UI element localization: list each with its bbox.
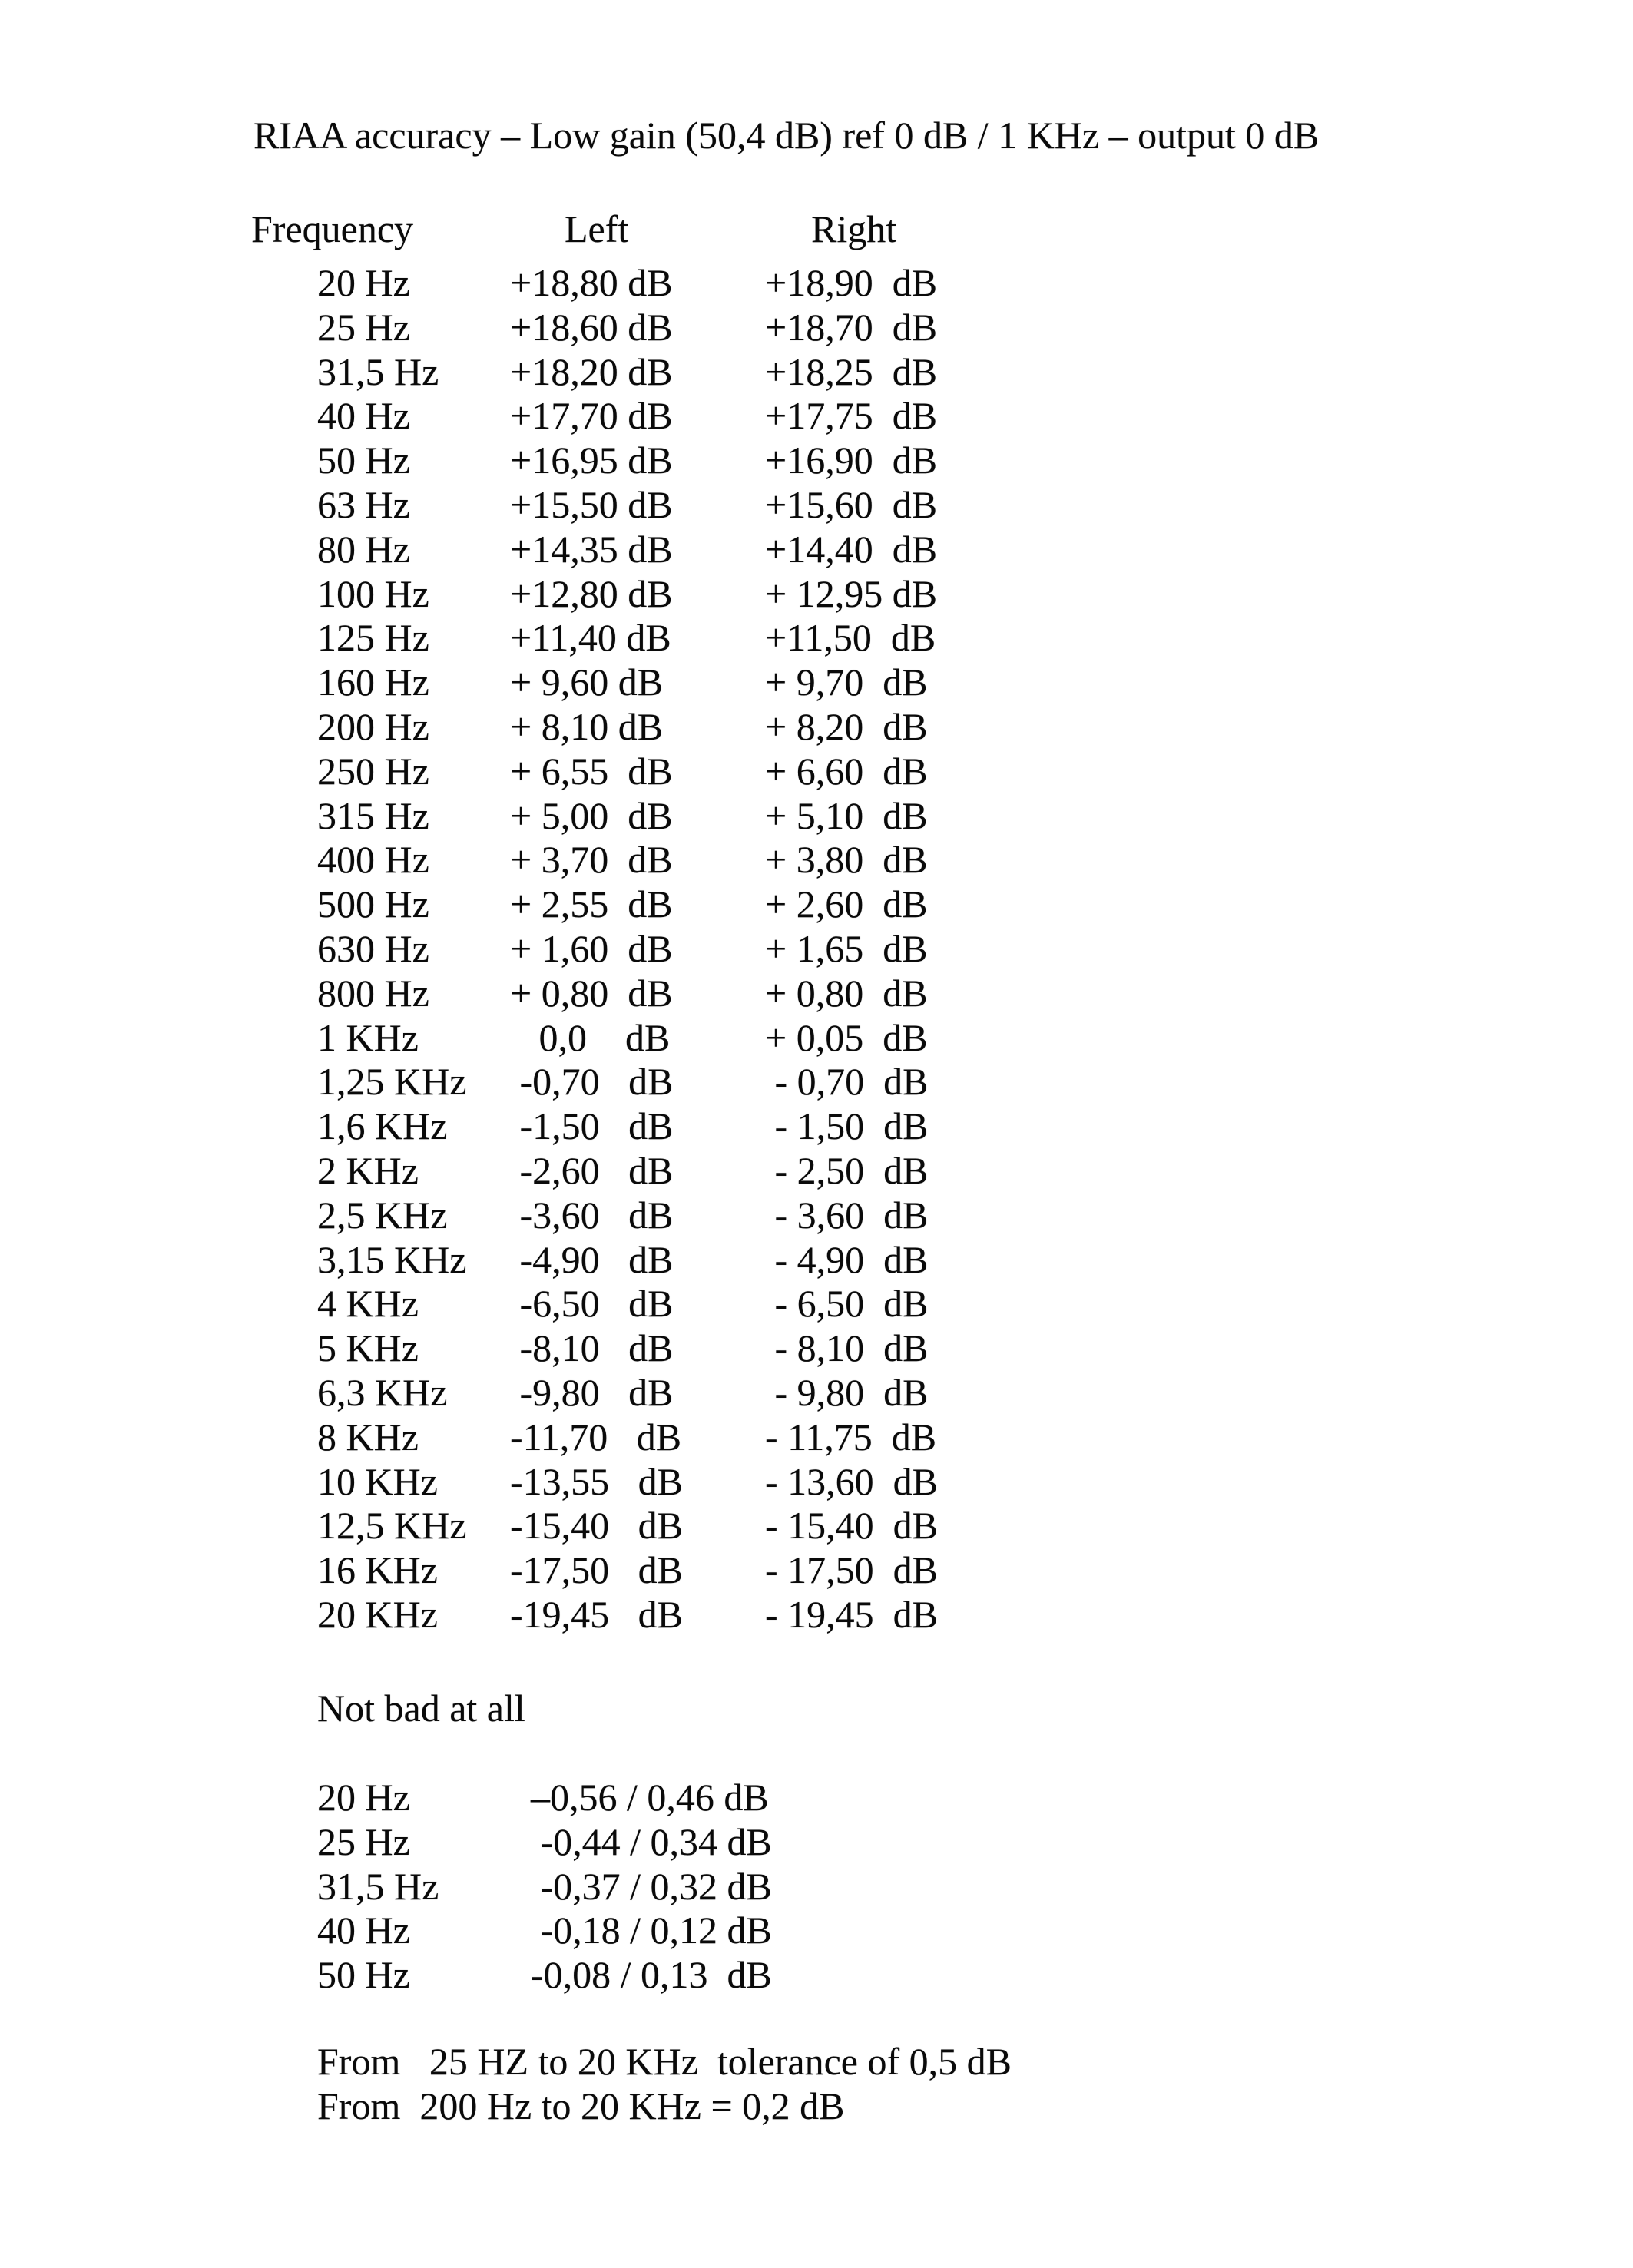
table-row — [317, 705, 1393, 750]
right-channel-cell: - 15,40 dB — [765, 1504, 938, 1548]
tolerance-row — [317, 1865, 1239, 1909]
table-row — [317, 572, 1393, 617]
table-row — [317, 1326, 1393, 1371]
right-channel-cell: + 5,10 dB — [765, 793, 928, 837]
left-channel-cell: -9,80 dB — [510, 1370, 674, 1414]
right-channel-cell: +18,90 dB — [765, 261, 938, 304]
left-channel-cell: 0,0 dB — [510, 1015, 671, 1059]
table-row — [317, 1282, 1393, 1326]
frequency-cell: 20 Hz — [317, 261, 410, 304]
table-row — [317, 1415, 1393, 1460]
right-channel-cell: +14,40 dB — [765, 527, 938, 571]
right-channel-cell: + 2,60 dB — [765, 882, 928, 926]
left-channel-cell: +15,50 dB — [510, 482, 673, 526]
left-channel-cell: -2,60 dB — [510, 1148, 674, 1192]
frequency-cell: 63 Hz — [317, 482, 410, 526]
left-channel-cell: +16,95 dB — [510, 439, 673, 482]
frequency-cell: 25 Hz — [317, 305, 410, 349]
right-channel-cell: - 6,50 dB — [765, 1282, 929, 1326]
frequency-cell: 8 KHz — [317, 1415, 419, 1458]
deviation-cell: -0,37 / 0,32 dB — [531, 1864, 772, 1908]
frequency-cell: 6,3 KHz — [317, 1370, 448, 1414]
comment-text: Not bad at all — [317, 1687, 525, 1730]
frequency-cell: 800 Hz — [317, 971, 429, 1015]
frequency-cell: 1,25 KHz — [317, 1060, 467, 1104]
deviation-cell: –0,56 / 0,46 dB — [531, 1776, 769, 1819]
frequency-cell: 500 Hz — [317, 882, 429, 926]
left-channel-cell: + 1,60 dB — [510, 926, 673, 970]
right-channel-cell: - 13,60 dB — [765, 1459, 938, 1503]
left-channel-cell: + 2,55 dB — [510, 882, 673, 926]
right-channel-cell: - 9,80 dB — [765, 1370, 929, 1414]
right-channel-cell: + 6,60 dB — [765, 749, 928, 793]
table-row — [317, 483, 1393, 528]
left-channel-cell: +18,60 dB — [510, 305, 673, 349]
right-channel-cell: +15,60 dB — [765, 482, 938, 526]
left-channel-cell: -0,70 dB — [510, 1060, 674, 1104]
right-channel-cell: - 1,50 dB — [765, 1104, 929, 1148]
frequency-cell: 80 Hz — [317, 527, 410, 571]
table-row — [317, 1371, 1393, 1415]
frequency-cell: 40 Hz — [317, 1909, 410, 1952]
frequency-cell: 40 Hz — [317, 394, 410, 438]
frequency-cell: 400 Hz — [317, 838, 429, 882]
table-row — [317, 1060, 1393, 1104]
left-channel-cell: +14,35 dB — [510, 527, 673, 571]
frequency-cell: 200 Hz — [317, 704, 429, 748]
table-row — [317, 882, 1393, 927]
column-header-frequency: Frequency — [251, 207, 414, 250]
table-row — [317, 1149, 1393, 1194]
right-channel-cell: + 8,20 dB — [765, 704, 928, 748]
frequency-cell: 25 Hz — [317, 1819, 410, 1863]
left-channel-cell: +11,40 dB — [510, 616, 671, 660]
table-row — [317, 439, 1393, 483]
left-channel-cell: +18,20 dB — [510, 349, 673, 393]
left-channel-cell: -11,70 dB — [510, 1415, 682, 1458]
deviation-cell: -0,08 / 0,13 dB — [531, 1953, 772, 1997]
left-channel-cell: +12,80 dB — [510, 571, 673, 615]
right-channel-cell: - 11,75 dB — [765, 1415, 937, 1458]
table-row — [317, 528, 1393, 572]
frequency-cell: 100 Hz — [317, 571, 429, 615]
left-channel-cell: + 8,10 dB — [510, 704, 664, 748]
left-channel-cell: + 9,60 dB — [510, 661, 664, 704]
frequency-cell: 1 KHz — [317, 1015, 419, 1059]
right-channel-cell: - 0,70 dB — [765, 1060, 929, 1104]
table-row — [317, 1460, 1393, 1505]
right-channel-cell: + 1,65 dB — [765, 926, 928, 970]
left-channel-cell: -13,55 dB — [510, 1459, 683, 1503]
right-channel-cell: - 4,90 dB — [765, 1237, 929, 1281]
table-row — [317, 1504, 1393, 1548]
frequency-cell: 4 KHz — [317, 1282, 419, 1326]
frequency-cell: 12,5 KHz — [317, 1504, 467, 1548]
column-header-left: Left — [565, 207, 629, 250]
tolerance-table — [317, 1776, 1239, 1998]
frequency-cell: 20 KHz — [317, 1592, 438, 1636]
frequency-cell: 315 Hz — [317, 793, 429, 837]
column-header-right: Right — [811, 207, 897, 250]
deviation-cell: -0,18 / 0,12 dB — [531, 1909, 772, 1952]
table-row — [317, 794, 1393, 839]
frequency-cell: 250 Hz — [317, 749, 429, 793]
table-row — [317, 972, 1393, 1016]
table-row — [317, 661, 1393, 705]
frequency-cell: 160 Hz — [317, 661, 429, 704]
table-row — [317, 306, 1393, 350]
left-channel-cell: + 0,80 dB — [510, 971, 673, 1015]
right-channel-cell: - 3,60 dB — [765, 1193, 929, 1237]
table-row — [317, 350, 1393, 395]
right-channel-cell: +18,25 dB — [765, 349, 938, 393]
table-row — [317, 261, 1393, 306]
tolerance-note-2: From 200 Hz to 20 KHz = 0,2 dB — [317, 2084, 845, 2127]
right-channel-cell: + 12,95 dB — [765, 571, 938, 615]
right-channel-cell: +18,70 dB — [765, 305, 938, 349]
left-channel-cell: +18,80 dB — [510, 261, 673, 304]
left-channel-cell: -4,90 dB — [510, 1237, 674, 1281]
right-channel-cell: + 0,05 dB — [765, 1015, 928, 1059]
tolerance-row — [317, 1776, 1239, 1820]
right-channel-cell: + 9,70 dB — [765, 661, 928, 704]
deviation-cell: -0,44 / 0,34 dB — [531, 1819, 772, 1863]
right-channel-cell: - 8,10 dB — [765, 1326, 929, 1370]
left-channel-cell: -15,40 dB — [510, 1504, 683, 1548]
left-channel-cell: + 3,70 dB — [510, 838, 673, 882]
left-channel-cell: -3,60 dB — [510, 1193, 674, 1237]
right-channel-cell: + 3,80 dB — [765, 838, 928, 882]
frequency-cell: 10 KHz — [317, 1459, 438, 1503]
table-row — [317, 1016, 1393, 1061]
table-row — [317, 1194, 1393, 1238]
tolerance-note-1: From 25 HZ to 20 KHz tolerance of 0,5 dB — [317, 2040, 1012, 2083]
right-channel-cell: +11,50 dB — [765, 616, 936, 660]
frequency-cell: 31,5 Hz — [317, 349, 439, 393]
frequency-cell: 125 Hz — [317, 616, 429, 660]
right-channel-cell: +17,75 dB — [765, 394, 938, 438]
left-channel-cell: +17,70 dB — [510, 394, 673, 438]
frequency-cell: 2,5 KHz — [317, 1193, 448, 1237]
right-channel-cell: - 19,45 dB — [765, 1592, 938, 1636]
frequency-cell: 16 KHz — [317, 1548, 438, 1592]
riaa-measurement-table — [317, 261, 1393, 1637]
left-channel-cell: -8,10 dB — [510, 1326, 674, 1370]
frequency-cell: 630 Hz — [317, 926, 429, 970]
left-channel-cell: -17,50 dB — [510, 1548, 683, 1592]
tolerance-row — [317, 1909, 1239, 1953]
table-row — [317, 1548, 1393, 1593]
right-channel-cell: +16,90 dB — [765, 439, 938, 482]
right-channel-cell: - 17,50 dB — [765, 1548, 938, 1592]
right-channel-cell: + 0,80 dB — [765, 971, 928, 1015]
tolerance-row — [317, 1820, 1239, 1865]
left-channel-cell: + 6,55 dB — [510, 749, 673, 793]
frequency-cell: 20 Hz — [317, 1776, 410, 1819]
table-row — [317, 1593, 1393, 1637]
left-channel-cell: -6,50 dB — [510, 1282, 674, 1326]
page-title: RIAA accuracy – Low gain (50,4 dB) ref 0 dB / 1 KHz – output 0 dB — [253, 114, 1320, 157]
table-row — [317, 927, 1393, 972]
left-channel-cell: -19,45 dB — [510, 1592, 683, 1636]
frequency-cell: 50 Hz — [317, 1953, 410, 1997]
table-row — [317, 838, 1393, 882]
frequency-cell: 31,5 Hz — [317, 1864, 439, 1908]
frequency-cell: 5 KHz — [317, 1326, 419, 1370]
frequency-cell: 50 Hz — [317, 439, 410, 482]
table-row — [317, 750, 1393, 794]
frequency-cell: 1,6 KHz — [317, 1104, 448, 1148]
right-channel-cell: - 2,50 dB — [765, 1148, 929, 1192]
table-row — [317, 616, 1393, 661]
left-channel-cell: -1,50 dB — [510, 1104, 674, 1148]
table-row — [317, 1104, 1393, 1149]
table-row — [317, 394, 1393, 439]
table-row — [317, 1238, 1393, 1283]
frequency-cell: 3,15 KHz — [317, 1237, 467, 1281]
frequency-cell: 2 KHz — [317, 1148, 419, 1192]
left-channel-cell: + 5,00 dB — [510, 793, 673, 837]
tolerance-row — [317, 1953, 1239, 1998]
